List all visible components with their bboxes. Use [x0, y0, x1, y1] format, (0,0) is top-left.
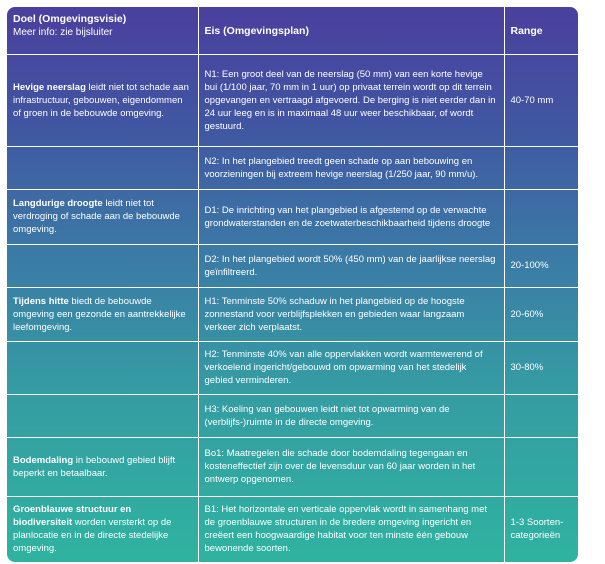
- requirement-cell: B1: Het horizontale en verticale oppervlak wordt in samenhang met de groenblauwe structuren in de bredere omgeving ingericht en creëert een hoogwaardige habitat voor ten minste één gebouw bewonende soorten.: [198, 496, 504, 562]
- header-range: Range: [504, 7, 578, 54]
- table-header-row: [7, 7, 578, 54]
- requirements-table-panel: [7, 7, 578, 562]
- table-row: [7, 189, 578, 244]
- goal-text: biedt de bebouwde omgeving een gezonde en aantrekkelijke leefomgeving.: [13, 295, 186, 333]
- range-cell: 30-80%: [504, 341, 578, 394]
- requirement-cell: H1: Tenminste 50% schaduw in het plangebied op de hoogste zonnestand voor verblijfsplekken en gebieden waar langzaam verkeer zich verplaatst.: [198, 287, 504, 341]
- table-row: [7, 496, 578, 562]
- range-cell: 40-70 mm: [504, 54, 578, 146]
- requirement-cell: Bo1: Maatregelen die schade door bodemdaling tegengaan en kosteneffectief zijn over de levensduur van 60 jaar worden in het ontwerp opgenomen.: [198, 437, 504, 496]
- table-row: [7, 437, 578, 496]
- header-goal-subtitle: Meer info: zie bijsluiter: [13, 27, 113, 38]
- goal-cell: [7, 437, 198, 496]
- goal-cell: [7, 496, 198, 562]
- range-cell: 20-100%: [504, 244, 578, 287]
- goal-bold: Langdurige droogte: [13, 198, 103, 209]
- range-cell: [504, 394, 578, 437]
- goal-cell: [7, 189, 198, 244]
- goal-text: leidt niet tot verdroging of schade aan de bebouwde omgeving.: [13, 198, 180, 235]
- table-row: [7, 54, 578, 146]
- goal-cell: [7, 341, 198, 394]
- goal-cell: [7, 54, 198, 146]
- table-row: [7, 287, 578, 341]
- range-cell: [504, 146, 578, 189]
- requirement-cell: D1: De inrichting van het plangebied is afgestemd op de verwachte grondwaterstanden en de zoetwaterbeschikbaarheid tijdens droogte: [198, 189, 504, 244]
- goal-bold: Hevige neerslag: [13, 81, 86, 93]
- range-cell: 20-60%: [504, 287, 578, 341]
- header-goal: [7, 7, 198, 54]
- requirement-cell: H3: Koeling van gebouwen leidt niet tot opwarming van de (verblijfs-)ruimte in de directe omgeving.: [198, 394, 504, 437]
- goal-cell: [7, 287, 198, 341]
- goal-cell: [7, 244, 198, 287]
- goal-bold: Bodemdaling: [13, 454, 74, 466]
- goal-bold: Tijdens hitte: [13, 295, 69, 307]
- goal-cell: [7, 394, 198, 437]
- goal-text: worden versterkt op de planlocatie en in de directe stedelijke omgeving.: [13, 517, 172, 555]
- table-row: [7, 341, 578, 394]
- requirement-cell: H2: Tenminste 40% van alle oppervlakken wordt warmtewerend of verkoelend ingericht/gebouwd om opwarming van het stedelijk gebied verminderen.: [198, 341, 504, 394]
- table-row: [7, 244, 578, 287]
- range-cell: 1-3 Soorten-categorieën: [504, 496, 578, 562]
- header-goal-title: Doel (Omgevingsvisie): [13, 13, 127, 25]
- requirement-cell: N1: Een groot deel van de neerslag (50 mm) van een korte hevige bui (1/100 jaar, 70 mm in 1 uur) op privaat terrein wordt op dit terrein opgevangen en vertraagd afgevoerd. De berging is niet eerder dan in 24 uur leeg en is in maximaal 48 uur weer beschikbaar, of wordt gestuurd.: [198, 54, 504, 146]
- requirement-cell: D2: In het plangebied wordt 50% (450 mm) van de jaarlijkse neerslag geïnfiltreerd.: [198, 244, 504, 287]
- goal-text: leidt niet tot schade aan infrastructuur, gebouwen, eigendommen of groen in de bebouwde omgeving.: [13, 81, 189, 119]
- table-row: [7, 146, 578, 189]
- requirements-table: [7, 7, 578, 562]
- range-cell: [504, 189, 578, 244]
- goal-bold: Groenblauwe structuur en biodiversiteit: [13, 504, 132, 529]
- range-cell: [504, 437, 578, 496]
- header-requirement: Eis (Omgevingsplan): [198, 7, 504, 54]
- requirement-cell: N2: In het plangebied treedt geen schade op aan bebouwing en voorzieningen bij extreem hevige neerslag (1/250 jaar, 90 mm/u).: [198, 146, 504, 189]
- goal-cell: [7, 146, 198, 189]
- table-row: [7, 394, 578, 437]
- goal-text: in bebouwd gebied blijft beperkt en betaalbaar.: [13, 454, 176, 479]
